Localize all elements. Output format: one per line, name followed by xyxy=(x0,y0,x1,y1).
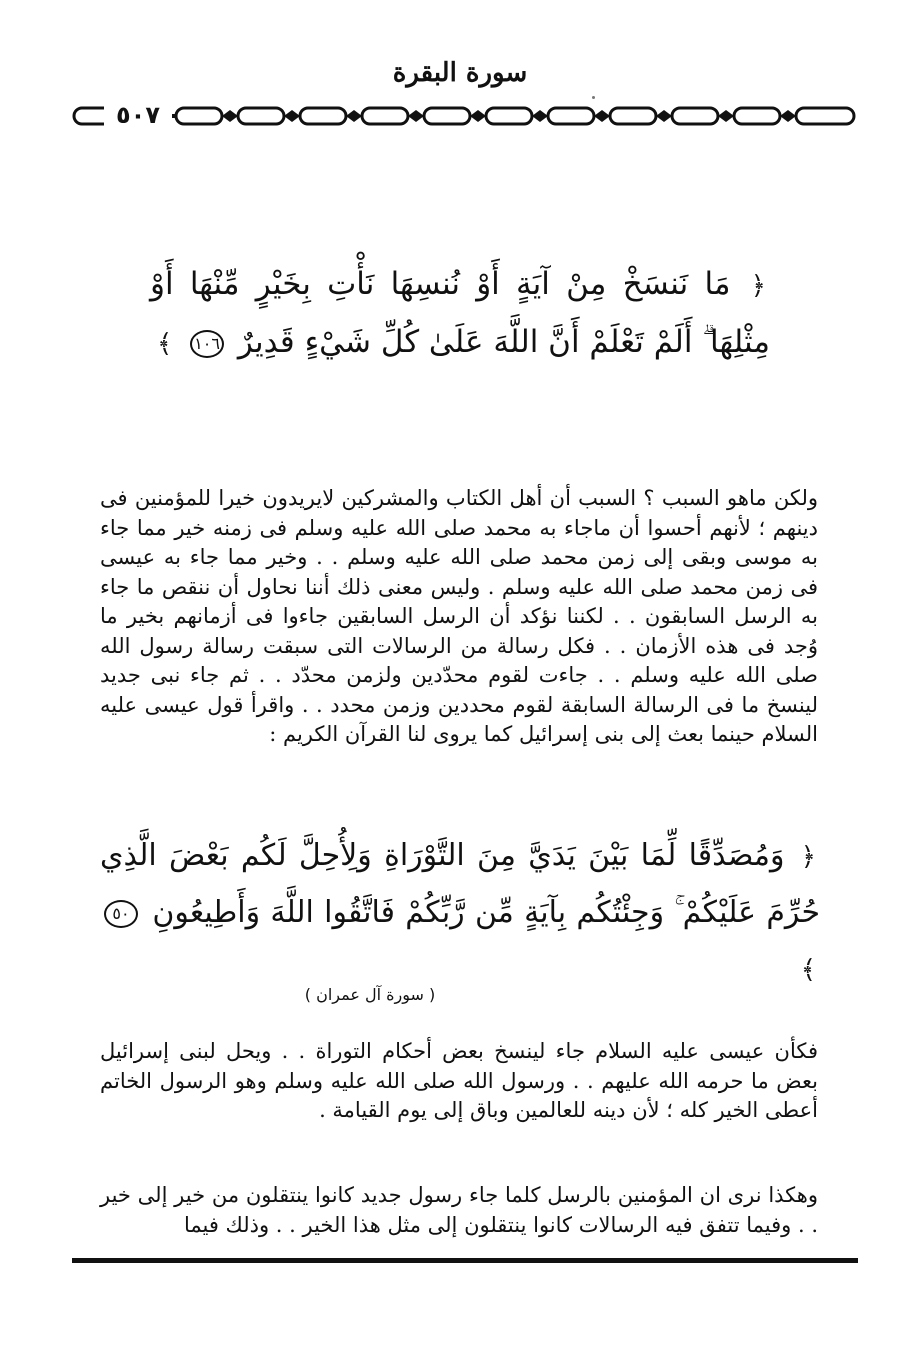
diamond-link xyxy=(656,110,672,122)
verse-text: وَمُصَدِّقًا لِّمَا بَيْنَ يَدَيَّ مِنَ التَّوْرَاةِ وَلِأُحِلَّ لَكُم بَعْضَ الَّذِي حُرِّمَ عَلَيْكُمْ ۚ وَجِئْتُكُم بِآيَةٍ مِّن رَّبِّكُمْ فَاتَّقُوا اللَّهَ وَأَطِيعُونِ xyxy=(100,838,820,930)
commentary-paragraph: ولكن ماهو السبب ؟ السبب أن أهل الكتاب والمشركين لايريدون خيرا للمؤمنين فى دينهم ؛ لأنهم أحسوا أن ماجاء به محمد صلى الله عليه وسلم فى زمنه خير مما جاء به موسى وبقى إلى زمن محمد صلى الله عليه وسلم . . وخير مما جاء به عيسى فى زمن محمد صلى الله عليه وسلم . وليس معنى ذلك أننا نحاول أن ننقص ما جاء به الرسل السابقون . . لكننا نؤكد أن الرسل السابقين جاءوا فى أزمانهم بخير ما وُجد فى هذه الأزمان . . فكل رسالة من الرسالات التى سبقت رسالة رسول الله صلى الله عليه وسلم . . جاءت لقوم محدّدين ولزمن محدّد . . ثم جاء نبى جديد لينسخ ما فى الرسالة السابقة لقوم محددين وزمن محدد . . واقرأ قول عيسى عليه السلام حينما بعث إلى بنى إسرائيل كما يروى لنا القرآن الكريم : xyxy=(100,486,818,746)
chain-link xyxy=(486,108,532,124)
verse-text: مَا نَنسَخْ مِنْ آيَةٍ أَوْ نُنسِهَا نَأْتِ بِخَيْرٍ مِّنْهَا أَوْ مِثْلِهَا ۗ أَلَمْ تَعْلَمْ أَنَّ اللَّهَ عَلَىٰ كُلِّ شَيْءٍ قَدِيرٌ xyxy=(150,266,770,360)
ayah-number-medallion: ٥٠ xyxy=(104,900,138,928)
diamond-link xyxy=(346,110,362,122)
page-number: ٥٠٧ xyxy=(104,101,172,129)
header-ornament-band xyxy=(72,100,858,132)
chain-link xyxy=(424,108,470,124)
quran-verse-block xyxy=(100,828,820,998)
diamond-link xyxy=(408,110,424,122)
chain-link xyxy=(300,108,346,124)
ayah-number-medallion: ١٠٦ xyxy=(190,330,224,358)
chain-link xyxy=(362,108,408,124)
diamond-link xyxy=(284,110,300,122)
verse-source-citation: ( سورة آل عمران ) xyxy=(304,985,436,1004)
chain-link xyxy=(610,108,656,124)
diamond-link xyxy=(470,110,486,122)
footer-rule xyxy=(72,1258,858,1263)
verse-open-ornament: ﴿ xyxy=(800,842,816,872)
diamond-link xyxy=(222,110,238,122)
print-speck xyxy=(592,96,595,99)
commentary-paragraph: فكأن عيسى عليه السلام جاء لينسخ بعض أحكام التوراة . . ويحل لبنى إسرائيل بعض ما حرمه الله عليهم . . ورسول الله صلى الله عليه وسلم وهو الرسول الخاتم أعطى الخير كله ؛ لأن دينه للعالمين وباق إلى يوم القيامة . xyxy=(100,1039,818,1122)
diamond-link xyxy=(780,110,796,122)
commentary-paragraph: وهكذا نرى ان المؤمنين بالرسل كلما جاء رسول جديد كانوا ينتقلون من خير إلى خير . . وفيما تتفق فيه الرسالات كانوا ينتقلون إلى مثل هذا الخير . . وذلك فيما xyxy=(100,1183,818,1237)
chain-link xyxy=(238,108,284,124)
chain-link xyxy=(548,108,594,124)
surah-title: سورة البقرة xyxy=(392,58,528,88)
verse-open-ornament: ﴿ xyxy=(750,271,766,301)
diamond-link xyxy=(718,110,734,122)
verse-close-ornament: ﴾ xyxy=(156,329,173,359)
diamond-link xyxy=(532,110,548,122)
diamond-link xyxy=(594,110,610,122)
chain-link xyxy=(796,108,854,124)
quran-verse-block xyxy=(150,256,770,372)
chain-link xyxy=(734,108,780,124)
chain-link xyxy=(176,108,222,124)
chain-link xyxy=(672,108,718,124)
verse-close-ornament: ﴾ xyxy=(800,955,816,985)
